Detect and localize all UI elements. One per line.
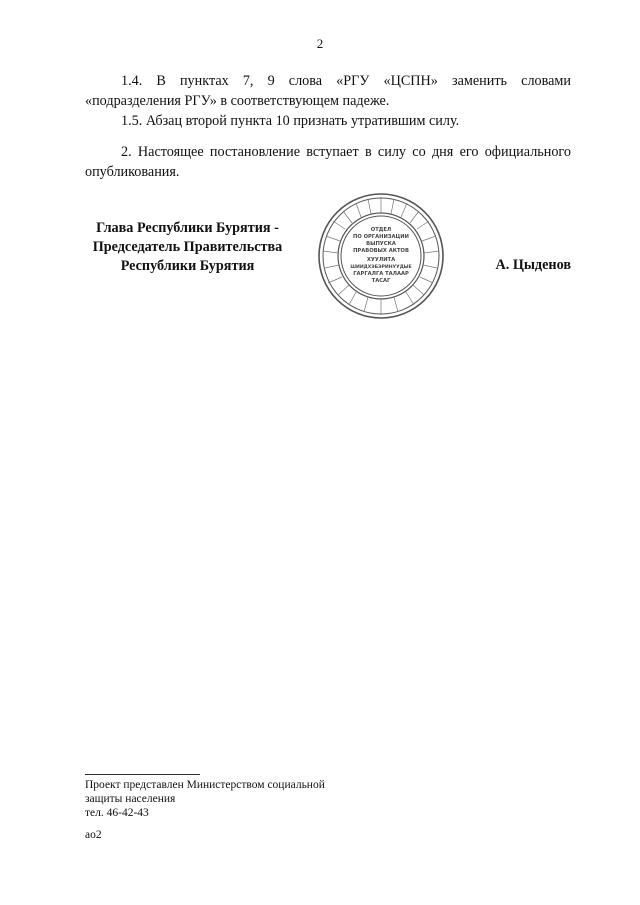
signer-name: А. Цыденов: [495, 257, 571, 273]
signature-title-line-1: Глава Республики Бурятия -: [96, 220, 279, 236]
paragraph-1-5: 1.5. Абзац второй пункта 10 признать утратившим силу.: [121, 113, 460, 129]
seal-text-6: ШИИДХЭБЭРИНУУДЫЕ: [350, 265, 412, 270]
page-number: 2: [316, 36, 324, 51]
official-seal-stamp: [316, 191, 446, 321]
signature-title-line-3: Республики Бурятия: [120, 258, 255, 274]
footnote-divider: [85, 774, 200, 775]
paragraph-2: 2. Настоящее постановление вступает в силу со дня его официального опубликования.: [85, 144, 571, 180]
seal-text-3: ВЫПУСКА: [366, 241, 396, 247]
footnote-line-1: Проект представлен Министерством социальной: [85, 779, 325, 791]
signature-title-line-2: Председатель Правительства: [92, 239, 283, 255]
seal-text-5: ХУУЛИТА: [366, 257, 396, 263]
seal-text-4: ПРАВОВЫХ АКТОВ: [353, 248, 409, 254]
document-code: ао2: [85, 829, 102, 841]
footnote-line-2: защиты населения: [85, 793, 176, 805]
paragraph-1-4: 1.4. В пунктах 7, 9 слова «РГУ «ЦСПН» заменить словами «подразделения РГУ» в соответствующем падеже.: [85, 73, 571, 109]
footnote-phone: тел. 46-42-43: [85, 807, 149, 819]
seal-text-2: ПО ОРГАНИЗАЦИИ: [353, 234, 409, 240]
document-body: [85, 71, 571, 182]
seal-text-8: ТАСАГ: [371, 278, 391, 284]
seal-text-7: ГАРГАЛГА ТАЛААР: [353, 271, 409, 277]
signature-title: [85, 219, 290, 276]
footnote: [85, 778, 385, 820]
seal-text-1: ОТДЕЛ: [370, 227, 392, 233]
